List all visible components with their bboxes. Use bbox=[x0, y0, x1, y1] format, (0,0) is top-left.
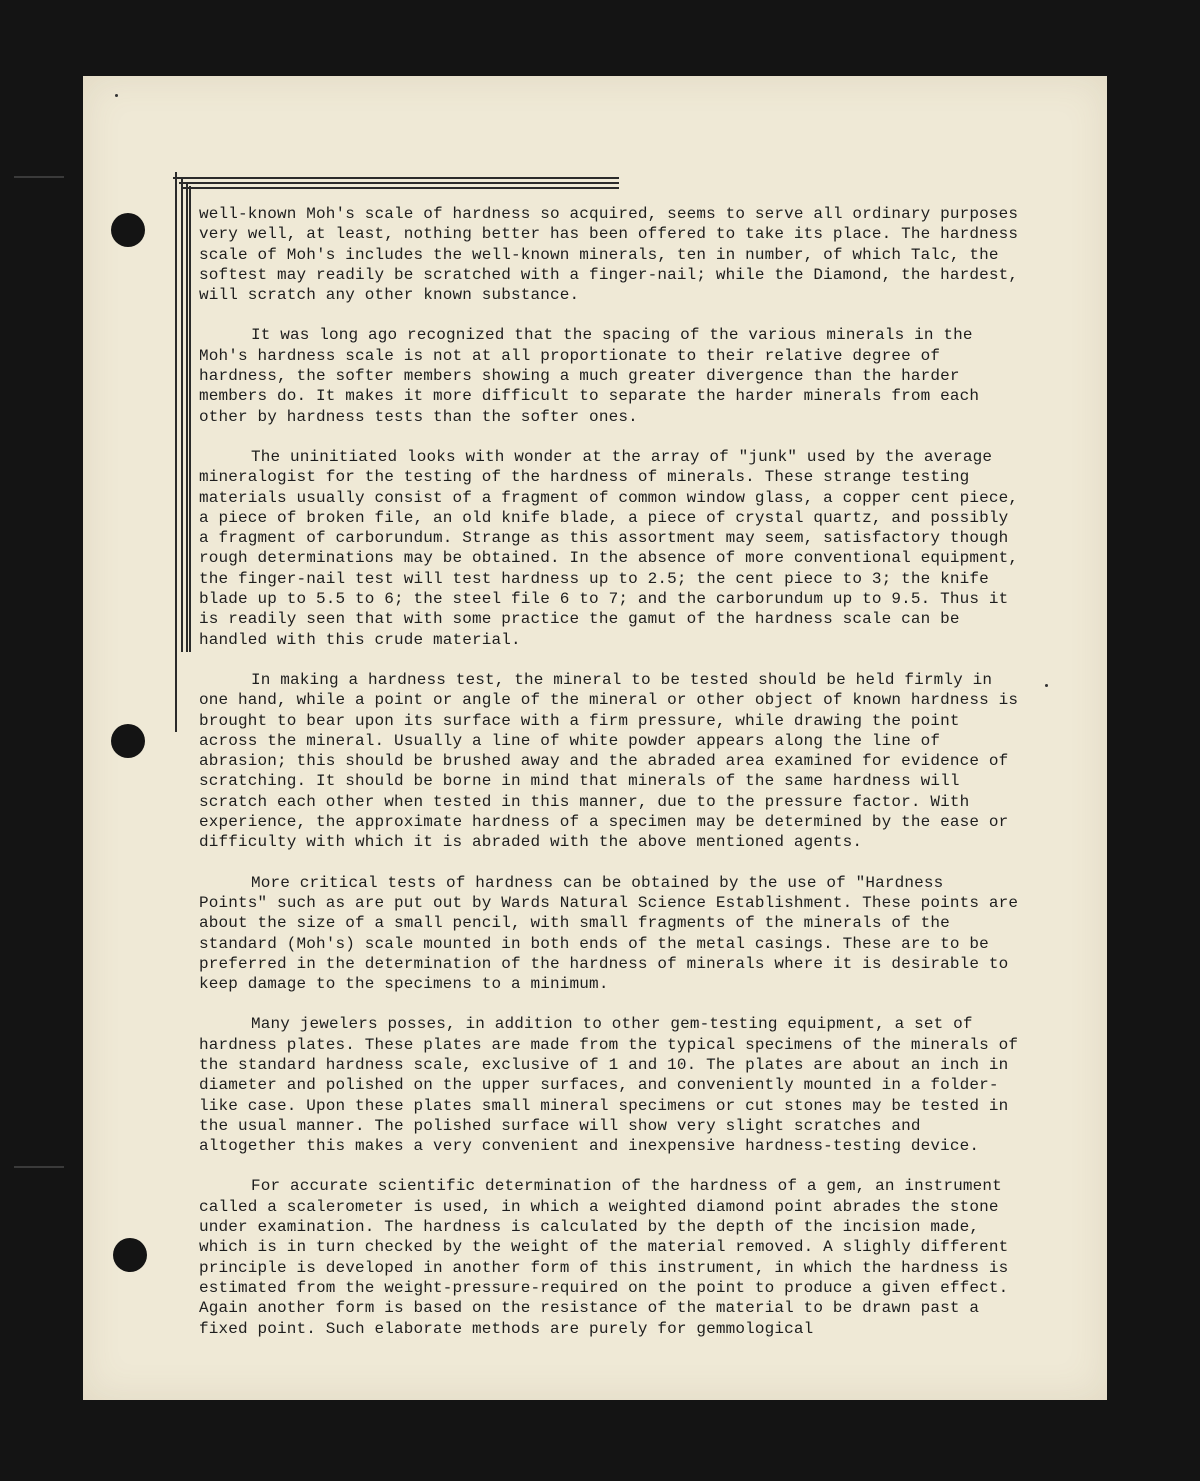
paragraph: It was long ago recognized that the spacing of the various minerals in the Moh's hardness scale is not at all proportionate to their relative degree of hardness, the softer members showing a much greater divergence than the harder members do. It makes it more difficult to separate the harder minerals from each other by hardness tests than the softer ones. bbox=[199, 326, 980, 426]
margin-rule bbox=[189, 186, 191, 652]
paragraph: well-known Moh's scale of hardness so acquired, seems to serve all ordinary purposes very well, at least, nothing better has been offered to take its place. The hardness scale of Moh's includes the well-known minerals, ten in number, of which Talc, the softest may readily be scratched with a finger-nail; while the Diamond, the hardest, will scratch any other known substance. bbox=[199, 205, 1019, 305]
margin-rule bbox=[181, 177, 183, 652]
document-page bbox=[83, 76, 1107, 1400]
binder-hole bbox=[111, 213, 145, 247]
scan-edge-mark bbox=[14, 176, 64, 178]
margin-rule bbox=[183, 187, 619, 189]
margin-rule bbox=[186, 182, 188, 652]
paragraph: More critical tests of hardness can be obtained by the use of "Hardness Points" such as are put out by Wards Natural Science Establishment. These points are about the size of a small pencil, with small fragments of the minerals of the standard (Moh's) scale mounted in both ends of the metal casings. These are to be preferred in the determination of the hardness of minerals where it is desirable to keep damage to the specimens to a minimum. bbox=[199, 873, 1019, 994]
paragraph: For accurate scientific determination of the hardness of a gem, an instrument called a scalerometer is used, in which a weighted diamond point abrades the stone under examination. The hardness is calculated by the depth of the incision made, which is in turn checked by the weight of the material removed. A slighly different principle is developed in another form of this instrument, in which the hardness is estimated from the weight-pressure-required on the point to produce a given effect. Again another form is based on the resistance of the material to be drawn past a fixed point. Such elaborate methods are purely for gemmological bbox=[199, 1177, 1009, 1338]
scan-edge-mark bbox=[14, 1166, 64, 1168]
paragraph: The uninitiated looks with wonder at the array of "junk" used by the average mineralogist for the testing of the hardness of minerals. These strange testing materials usually consist of a fragment of common window glass, a copper cent piece, a piece of broken file, an old knife blade, a piece of crystal quartz, and possibly a fragment of carborundum. Strange as this assortment may seem, satisfactory though rough determinations may be obtained. In the absence of more conventional equipment, the finger-nail test will test hardness up to 2.5; the cent piece to 3; the knife blade up to 5.5 to 6; the steel file 6 to 7; and the carborundum up to 9.5. Thus it is readily seen that with some practice the gamut of the hardness scale can be handled with this crude material. bbox=[199, 447, 1019, 649]
binder-hole bbox=[113, 1238, 147, 1272]
paper-speck bbox=[1045, 684, 1048, 687]
paper-speck bbox=[115, 94, 118, 97]
paragraph: In making a hardness test, the mineral to be tested should be held firmly in one hand, while a point or angle of the mineral or other object of known hardness is brought to bear upon its surface with a firm pressure, while drawing the point across the mineral. Usually a line of white powder appears along the line of abrasion; this should be brushed away and the abraded area examined for evidence of scratching. It should be borne in mind that minerals of the same hardness will scratch each other when tested in this manner, due to the pressure factor. With experience, the approximate hardness of a specimen may be determined by the ease or difficulty with which it is abraded with the above mentioned agents. bbox=[199, 670, 1019, 852]
binder-hole bbox=[111, 724, 145, 758]
body-text bbox=[199, 204, 1019, 1359]
paragraph: Many jewelers posses, in addition to other gem-testing equipment, a set of hardness plates. These plates are made from the typical specimens of the minerals of the standard hardness scale, exclusive of 1 and 10. The plates are about an inch in diameter and polished on the upper surfaces, and conveniently mounted in a folder-like case. Upon these plates small mineral specimens or cut stones may be tested in the usual manner. The polished surface will show very slight scratches and altogether this makes a very convenient and inexpensive hardness-testing device. bbox=[199, 1015, 1019, 1156]
margin-rule bbox=[179, 182, 619, 184]
margin-rule bbox=[173, 177, 619, 179]
margin-rule bbox=[175, 172, 177, 732]
